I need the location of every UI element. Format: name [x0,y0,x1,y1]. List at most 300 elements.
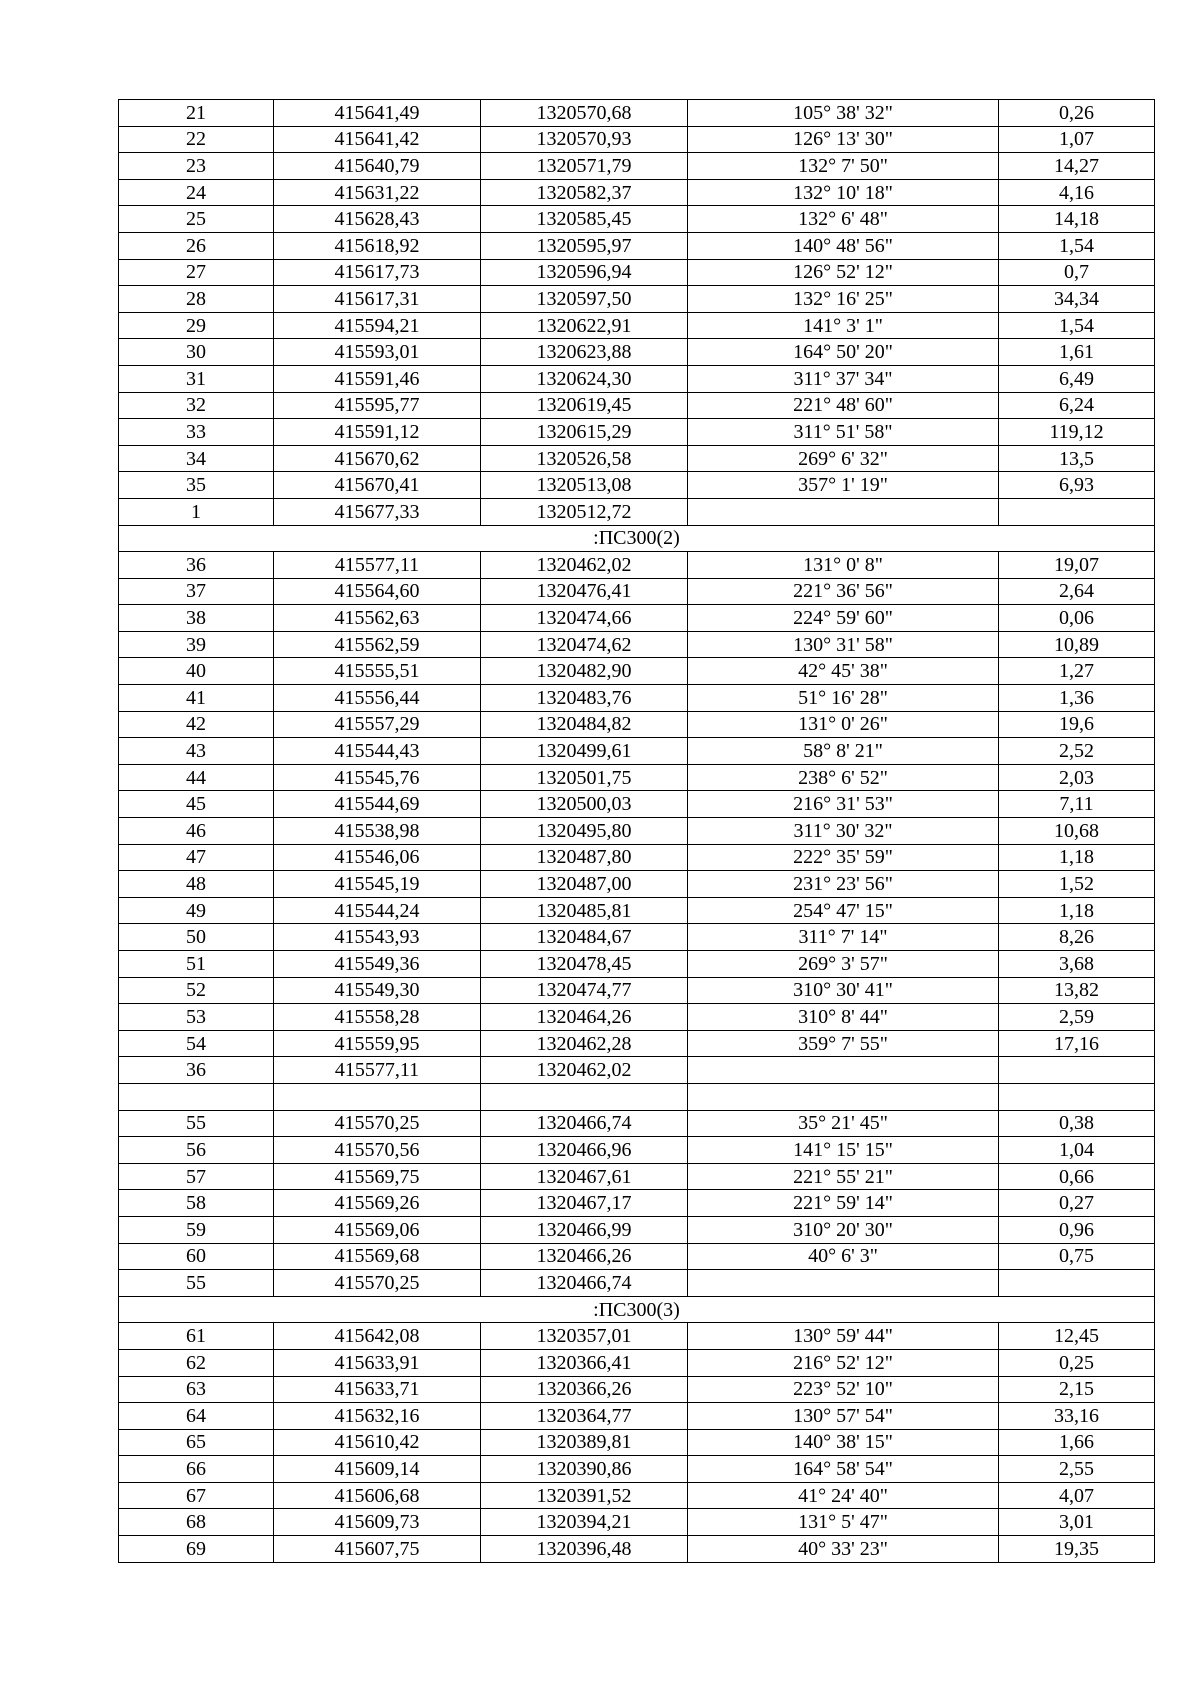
y-coordinate-cell: 1320464,26 [481,1004,688,1031]
point-number-cell: 55 [119,1270,274,1297]
distance-cell: 0,27 [999,1190,1155,1217]
distance-cell: 0,75 [999,1243,1155,1270]
distance-cell: 8,26 [999,924,1155,951]
x-coordinate-cell: 415606,68 [274,1482,481,1509]
direction-angle-cell: 132° 16' 25" [688,286,999,313]
table-row [119,1030,1155,1057]
table-row [119,259,1155,286]
table-row [119,871,1155,898]
distance-cell: 19,6 [999,711,1155,738]
section-header-row [119,525,1155,552]
direction-angle-cell: 359° 7' 55" [688,1030,999,1057]
table-row [119,1243,1155,1270]
y-coordinate-cell: 1320619,45 [481,392,688,419]
table-row [119,232,1155,259]
table-row [119,179,1155,206]
direction-angle-cell: 311° 37' 34" [688,365,999,392]
direction-angle-cell: 238° 6' 52" [688,764,999,791]
x-coordinate-cell: 415642,08 [274,1323,481,1350]
x-coordinate-cell: 415641,42 [274,126,481,153]
direction-angle-cell: 42° 45' 38" [688,658,999,685]
distance-cell: 2,03 [999,764,1155,791]
direction-angle-cell: 132° 6' 48" [688,206,999,233]
point-number-cell: 50 [119,924,274,951]
point-number-cell: 21 [119,100,274,127]
table-row [119,1270,1155,1297]
y-coordinate-cell: 1320366,26 [481,1376,688,1403]
point-number-cell: 69 [119,1536,274,1563]
y-coordinate-cell: 1320595,97 [481,232,688,259]
table-row [119,1110,1155,1137]
table-row [119,685,1155,712]
point-number-cell: 29 [119,312,274,339]
distance-cell: 13,82 [999,977,1155,1004]
table-row [119,1482,1155,1509]
direction-angle-cell: 221° 55' 21" [688,1163,999,1190]
distance-cell: 6,93 [999,472,1155,499]
direction-angle-cell [688,1083,999,1110]
point-number-cell: 51 [119,951,274,978]
x-coordinate-cell: 415670,41 [274,472,481,499]
coordinates-table [118,99,1155,1563]
table-row [119,658,1155,685]
distance-cell: 1,66 [999,1429,1155,1456]
direction-angle-cell: 141° 15' 15" [688,1137,999,1164]
distance-cell: 14,27 [999,153,1155,180]
x-coordinate-cell: 415546,06 [274,844,481,871]
direction-angle-cell: 269° 6' 32" [688,445,999,472]
direction-angle-cell: 222° 35' 59" [688,844,999,871]
point-number-cell: 60 [119,1243,274,1270]
table-row [119,1163,1155,1190]
section-header-row [119,1296,1155,1323]
x-coordinate-cell: 415594,21 [274,312,481,339]
direction-angle-cell: 164° 58' 54" [688,1456,999,1483]
section-label: :ПС300(2) [119,525,1155,552]
x-coordinate-cell: 415577,11 [274,552,481,579]
y-coordinate-cell: 1320466,74 [481,1270,688,1297]
table-row [119,312,1155,339]
distance-cell: 1,18 [999,844,1155,871]
x-coordinate-cell: 415610,42 [274,1429,481,1456]
x-coordinate-cell: 415609,14 [274,1456,481,1483]
x-coordinate-cell: 415631,22 [274,179,481,206]
distance-cell: 19,07 [999,552,1155,579]
point-number-cell: 63 [119,1376,274,1403]
x-coordinate-cell: 415593,01 [274,339,481,366]
x-coordinate-cell: 415544,43 [274,738,481,765]
table-row [119,1429,1155,1456]
table-row [119,1349,1155,1376]
x-coordinate-cell: 415569,06 [274,1216,481,1243]
y-coordinate-cell: 1320476,41 [481,578,688,605]
direction-angle-cell [688,1057,999,1084]
table-row [119,552,1155,579]
x-coordinate-cell: 415569,26 [274,1190,481,1217]
y-coordinate-cell: 1320526,58 [481,445,688,472]
y-coordinate-cell: 1320623,88 [481,339,688,366]
direction-angle-cell: 164° 50' 20" [688,339,999,366]
x-coordinate-cell: 415677,33 [274,498,481,525]
direction-angle-cell: 221° 36' 56" [688,578,999,605]
distance-cell: 0,06 [999,605,1155,632]
table-row [119,472,1155,499]
point-number-cell: 59 [119,1216,274,1243]
direction-angle-cell: 131° 0' 26" [688,711,999,738]
direction-angle-cell: 310° 30' 41" [688,977,999,1004]
x-coordinate-cell: 415544,69 [274,791,481,818]
direction-angle-cell: 35° 21' 45" [688,1110,999,1137]
point-number-cell [119,1083,274,1110]
table-row [119,1456,1155,1483]
y-coordinate-cell: 1320391,52 [481,1482,688,1509]
distance-cell: 34,34 [999,286,1155,313]
x-coordinate-cell: 415558,28 [274,1004,481,1031]
table-row [119,897,1155,924]
y-coordinate-cell: 1320495,80 [481,818,688,845]
x-coordinate-cell: 415640,79 [274,153,481,180]
distance-cell: 6,49 [999,365,1155,392]
x-coordinate-cell: 415543,93 [274,924,481,951]
point-number-cell: 42 [119,711,274,738]
direction-angle-cell: 131° 5' 47" [688,1509,999,1536]
y-coordinate-cell: 1320466,26 [481,1243,688,1270]
y-coordinate-cell: 1320466,99 [481,1216,688,1243]
table-row [119,392,1155,419]
direction-angle-cell: 224° 59' 60" [688,605,999,632]
table-row [119,1323,1155,1350]
table-row [119,100,1155,127]
table-row [119,339,1155,366]
point-number-cell: 36 [119,552,274,579]
distance-cell: 2,64 [999,578,1155,605]
y-coordinate-cell: 1320366,41 [481,1349,688,1376]
direction-angle-cell: 269° 3' 57" [688,951,999,978]
point-number-cell: 47 [119,844,274,871]
x-coordinate-cell: 415544,24 [274,897,481,924]
distance-cell: 0,38 [999,1110,1155,1137]
distance-cell: 10,68 [999,818,1155,845]
table-row [119,738,1155,765]
y-coordinate-cell: 1320466,96 [481,1137,688,1164]
table-row [119,578,1155,605]
point-number-cell: 48 [119,871,274,898]
x-coordinate-cell: 415545,76 [274,764,481,791]
y-coordinate-cell: 1320390,86 [481,1456,688,1483]
y-coordinate-cell: 1320500,03 [481,791,688,818]
y-coordinate-cell: 1320394,21 [481,1509,688,1536]
x-coordinate-cell: 415555,51 [274,658,481,685]
point-number-cell: 34 [119,445,274,472]
y-coordinate-cell: 1320474,62 [481,631,688,658]
x-coordinate-cell: 415549,36 [274,951,481,978]
x-coordinate-cell: 415607,75 [274,1536,481,1563]
distance-cell: 10,89 [999,631,1155,658]
direction-angle-cell: 221° 59' 14" [688,1190,999,1217]
table-row [119,1004,1155,1031]
distance-cell: 0,26 [999,100,1155,127]
point-number-cell: 22 [119,126,274,153]
y-coordinate-cell: 1320585,45 [481,206,688,233]
point-number-cell: 44 [119,764,274,791]
direction-angle-cell: 357° 1' 19" [688,472,999,499]
direction-angle-cell: 130° 57' 54" [688,1403,999,1430]
direction-angle-cell: 310° 8' 44" [688,1004,999,1031]
point-number-cell: 40 [119,658,274,685]
table-row [119,206,1155,233]
y-coordinate-cell: 1320467,61 [481,1163,688,1190]
x-coordinate-cell: 415557,29 [274,711,481,738]
distance-cell: 1,36 [999,685,1155,712]
x-coordinate-cell: 415559,95 [274,1030,481,1057]
direction-angle-cell: 140° 48' 56" [688,232,999,259]
distance-cell: 3,01 [999,1509,1155,1536]
x-coordinate-cell: 415628,43 [274,206,481,233]
table-row [119,1216,1155,1243]
point-number-cell: 25 [119,206,274,233]
distance-cell: 12,45 [999,1323,1155,1350]
point-number-cell: 31 [119,365,274,392]
direction-angle-cell: 223° 52' 10" [688,1376,999,1403]
point-number-cell: 32 [119,392,274,419]
direction-angle-cell: 130° 31' 58" [688,631,999,658]
point-number-cell: 39 [119,631,274,658]
direction-angle-cell: 311° 30' 32" [688,818,999,845]
y-coordinate-cell: 1320596,94 [481,259,688,286]
x-coordinate-cell: 415633,91 [274,1349,481,1376]
distance-cell: 1,61 [999,339,1155,366]
y-coordinate-cell: 1320512,72 [481,498,688,525]
table-row [119,818,1155,845]
point-number-cell: 36 [119,1057,274,1084]
table-row [119,153,1155,180]
x-coordinate-cell: 415569,68 [274,1243,481,1270]
direction-angle-cell: 51° 16' 28" [688,685,999,712]
direction-angle-cell: 130° 59' 44" [688,1323,999,1350]
direction-angle-cell [688,1270,999,1297]
table-row [119,631,1155,658]
point-number-cell: 64 [119,1403,274,1430]
point-number-cell: 68 [119,1509,274,1536]
distance-cell: 1,54 [999,232,1155,259]
point-number-cell: 62 [119,1349,274,1376]
distance-cell: 6,24 [999,392,1155,419]
point-number-cell: 56 [119,1137,274,1164]
point-number-cell: 43 [119,738,274,765]
direction-angle-cell: 216° 52' 12" [688,1349,999,1376]
point-number-cell: 26 [119,232,274,259]
direction-angle-cell: 41° 24' 40" [688,1482,999,1509]
point-number-cell: 54 [119,1030,274,1057]
table-row [119,1057,1155,1084]
y-coordinate-cell: 1320571,79 [481,153,688,180]
table-row [119,605,1155,632]
y-coordinate-cell: 1320396,48 [481,1536,688,1563]
table-row [119,365,1155,392]
y-coordinate-cell: 1320462,02 [481,1057,688,1084]
distance-cell: 4,07 [999,1482,1155,1509]
y-coordinate-cell: 1320622,91 [481,312,688,339]
y-coordinate-cell: 1320462,28 [481,1030,688,1057]
y-coordinate-cell: 1320499,61 [481,738,688,765]
distance-cell: 1,18 [999,897,1155,924]
table-row [119,1376,1155,1403]
table-row [119,286,1155,313]
direction-angle-cell: 58° 8' 21" [688,738,999,765]
x-coordinate-cell: 415591,46 [274,365,481,392]
y-coordinate-cell: 1320474,66 [481,605,688,632]
y-coordinate-cell: 1320474,77 [481,977,688,1004]
table-row [119,977,1155,1004]
distance-cell: 2,59 [999,1004,1155,1031]
x-coordinate-cell: 415569,75 [274,1163,481,1190]
direction-angle-cell: 132° 7' 50" [688,153,999,180]
y-coordinate-cell: 1320485,81 [481,897,688,924]
point-number-cell: 35 [119,472,274,499]
x-coordinate-cell: 415577,11 [274,1057,481,1084]
x-coordinate-cell: 415633,71 [274,1376,481,1403]
y-coordinate-cell: 1320484,82 [481,711,688,738]
distance-cell [999,1057,1155,1084]
point-number-cell: 38 [119,605,274,632]
direction-angle-cell: 310° 20' 30" [688,1216,999,1243]
direction-angle-cell: 131° 0' 8" [688,552,999,579]
direction-angle-cell: 132° 10' 18" [688,179,999,206]
distance-cell: 0,7 [999,259,1155,286]
table-row [119,1083,1155,1110]
y-coordinate-cell: 1320487,80 [481,844,688,871]
y-coordinate-cell: 1320478,45 [481,951,688,978]
distance-cell: 1,04 [999,1137,1155,1164]
y-coordinate-cell: 1320624,30 [481,365,688,392]
distance-cell: 4,16 [999,179,1155,206]
x-coordinate-cell: 415549,30 [274,977,481,1004]
direction-angle-cell: 40° 33' 23" [688,1536,999,1563]
x-coordinate-cell: 415595,77 [274,392,481,419]
y-coordinate-cell: 1320466,74 [481,1110,688,1137]
point-number-cell: 55 [119,1110,274,1137]
x-coordinate-cell: 415617,31 [274,286,481,313]
point-number-cell: 49 [119,897,274,924]
table-row [119,1403,1155,1430]
distance-cell: 2,15 [999,1376,1155,1403]
distance-cell: 1,54 [999,312,1155,339]
x-coordinate-cell: 415570,25 [274,1270,481,1297]
direction-angle-cell: 221° 48' 60" [688,392,999,419]
x-coordinate-cell: 415591,12 [274,419,481,446]
direction-angle-cell [688,498,999,525]
x-coordinate-cell: 415562,59 [274,631,481,658]
table-row [119,1536,1155,1563]
table-row [119,711,1155,738]
point-number-cell: 52 [119,977,274,1004]
distance-cell: 2,55 [999,1456,1155,1483]
point-number-cell: 41 [119,685,274,712]
direction-angle-cell: 126° 52' 12" [688,259,999,286]
point-number-cell: 61 [119,1323,274,1350]
point-number-cell: 1 [119,498,274,525]
x-coordinate-cell: 415609,73 [274,1509,481,1536]
y-coordinate-cell: 1320467,17 [481,1190,688,1217]
table-row [119,791,1155,818]
y-coordinate-cell: 1320570,93 [481,126,688,153]
direction-angle-cell: 311° 51' 58" [688,419,999,446]
point-number-cell: 24 [119,179,274,206]
distance-cell: 33,16 [999,1403,1155,1430]
x-coordinate-cell: 415564,60 [274,578,481,605]
distance-cell: 14,18 [999,206,1155,233]
distance-cell: 1,07 [999,126,1155,153]
distance-cell: 1,52 [999,871,1155,898]
point-number-cell: 58 [119,1190,274,1217]
direction-angle-cell: 126° 13' 30" [688,126,999,153]
direction-angle-cell: 216° 31' 53" [688,791,999,818]
distance-cell: 3,68 [999,951,1155,978]
distance-cell: 2,52 [999,738,1155,765]
point-number-cell: 45 [119,791,274,818]
y-coordinate-cell: 1320364,77 [481,1403,688,1430]
y-coordinate-cell: 1320487,00 [481,871,688,898]
point-number-cell: 65 [119,1429,274,1456]
point-number-cell: 30 [119,339,274,366]
x-coordinate-cell [274,1083,481,1110]
direction-angle-cell: 105° 38' 32" [688,100,999,127]
table-row [119,445,1155,472]
table-row [119,844,1155,871]
table-row [119,126,1155,153]
table-row [119,419,1155,446]
table-row [119,1509,1155,1536]
point-number-cell: 57 [119,1163,274,1190]
point-number-cell: 28 [119,286,274,313]
y-coordinate-cell: 1320357,01 [481,1323,688,1350]
y-coordinate-cell: 1320597,50 [481,286,688,313]
distance-cell: 17,16 [999,1030,1155,1057]
direction-angle-cell: 231° 23' 56" [688,871,999,898]
y-coordinate-cell: 1320389,81 [481,1429,688,1456]
table-row [119,1190,1155,1217]
point-number-cell: 53 [119,1004,274,1031]
table-row [119,924,1155,951]
x-coordinate-cell: 415641,49 [274,100,481,127]
x-coordinate-cell: 415617,73 [274,259,481,286]
x-coordinate-cell: 415545,19 [274,871,481,898]
coordinates-table-body [119,100,1155,1563]
distance-cell: 1,27 [999,658,1155,685]
point-number-cell: 67 [119,1482,274,1509]
direction-angle-cell: 40° 6' 3" [688,1243,999,1270]
distance-cell [999,1083,1155,1110]
direction-angle-cell: 141° 3' 1" [688,312,999,339]
y-coordinate-cell: 1320482,90 [481,658,688,685]
x-coordinate-cell: 415556,44 [274,685,481,712]
y-coordinate-cell: 1320462,02 [481,552,688,579]
distance-cell: 0,66 [999,1163,1155,1190]
section-label: :ПС300(3) [119,1296,1155,1323]
point-number-cell: 37 [119,578,274,605]
x-coordinate-cell: 415538,98 [274,818,481,845]
y-coordinate-cell: 1320484,67 [481,924,688,951]
direction-angle-cell: 311° 7' 14" [688,924,999,951]
y-coordinate-cell [481,1083,688,1110]
y-coordinate-cell: 1320513,08 [481,472,688,499]
distance-cell: 0,96 [999,1216,1155,1243]
table-row [119,951,1155,978]
y-coordinate-cell: 1320615,29 [481,419,688,446]
distance-cell [999,498,1155,525]
y-coordinate-cell: 1320582,37 [481,179,688,206]
y-coordinate-cell: 1320483,76 [481,685,688,712]
